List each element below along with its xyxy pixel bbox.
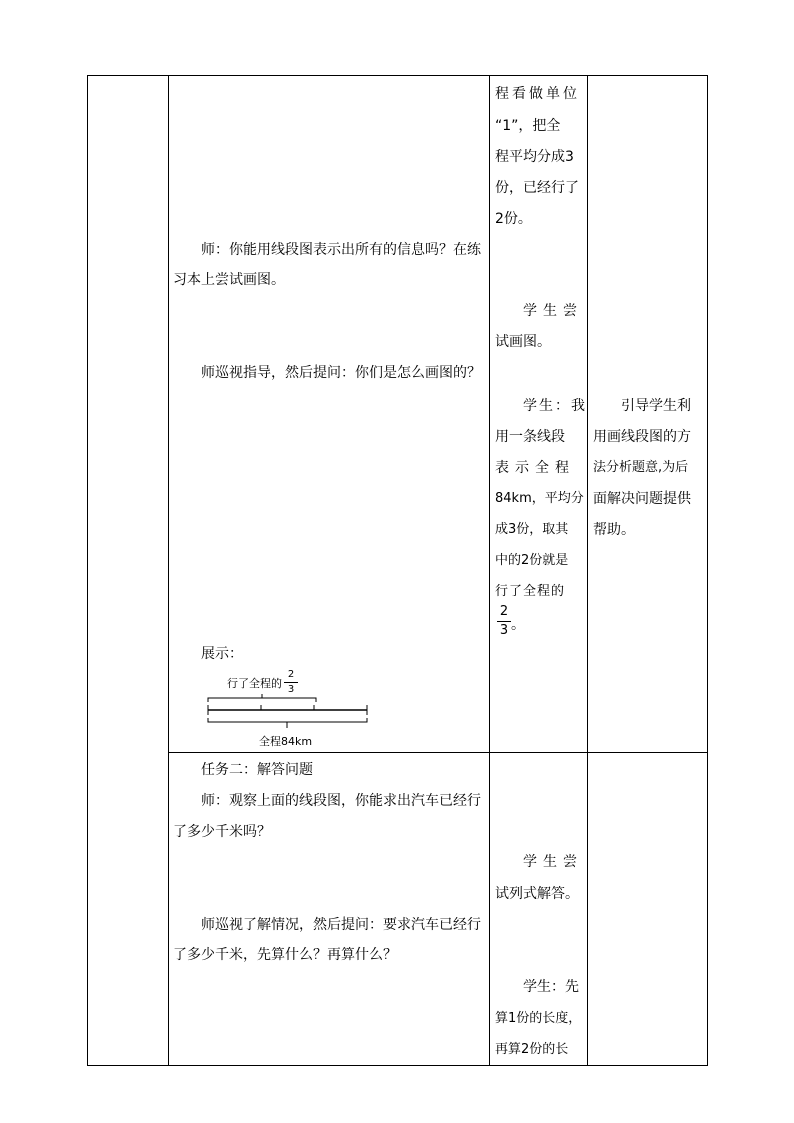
teacher-question-2-line-1: 师：观察上面的线段图，你能求出汽车已经行 bbox=[201, 793, 481, 809]
table-col-divider-2 bbox=[489, 75, 490, 1066]
diagram-top-label: 行了全程的 bbox=[227, 677, 282, 690]
student-text-5-line-2: 算1份的长度， bbox=[495, 1011, 582, 1026]
diagram-fraction-denominator: 3 bbox=[287, 684, 295, 695]
student-text-2-line-2: 试画图。 bbox=[495, 334, 551, 350]
student-text-3-line-1: 学生：我 bbox=[523, 398, 587, 414]
student-fraction-bar bbox=[497, 621, 511, 622]
top-brace bbox=[208, 698, 316, 702]
table-top-border bbox=[87, 75, 708, 76]
student-text-5-line-1: 学生：先 bbox=[523, 979, 579, 995]
teacher-guidance: 师巡视指导，然后提问：你们是怎么画图的？ bbox=[201, 365, 481, 381]
student-text-3-end: 。 bbox=[511, 617, 525, 633]
diagram-bottom-label: 全程84km bbox=[259, 735, 313, 748]
student-text-4-line-1: 学生尝 bbox=[523, 854, 583, 870]
student-text-3-line-2: 用一条线段 bbox=[495, 429, 565, 445]
table-bottom-border bbox=[87, 1065, 708, 1066]
design-note-line-2: 用画线段图的方 bbox=[593, 429, 691, 445]
student-text-3-line-4: 84km，平均分 bbox=[495, 491, 584, 506]
design-note-line-5: 帮助。 bbox=[593, 522, 635, 538]
table-col-divider-3 bbox=[587, 75, 588, 1066]
teacher-question-3-line-1: 师巡视了解情况，然后提问：要求汽车已经行 bbox=[201, 917, 481, 933]
table-left-border bbox=[87, 75, 88, 1066]
show-label: 展示： bbox=[201, 646, 243, 662]
student-text-5-line-3: 再算2份的长 bbox=[495, 1042, 569, 1057]
student-text-1-line-3: 程平均分成3 bbox=[495, 149, 574, 165]
student-fraction-denominator: 3 bbox=[499, 623, 509, 638]
teacher-question-line-2: 习本上尝试画图。 bbox=[173, 272, 285, 288]
teacher-question-3-line-2: 了多少千米，先算什么？再算什么？ bbox=[173, 947, 397, 963]
student-text-1-line-2: “1”，把全 bbox=[495, 118, 561, 134]
diagram-fraction-numerator: 2 bbox=[287, 669, 295, 680]
table-row-divider bbox=[168, 752, 708, 753]
student-fraction bbox=[497, 605, 511, 638]
teacher-question-line-1: 师：你能用线段图表示出所有的信息吗？在练 bbox=[201, 242, 481, 258]
student-text-1-line-4: 份，已经行了 bbox=[495, 180, 579, 196]
student-text-1-line-5: 2份。 bbox=[495, 211, 532, 227]
student-text-3-line-3: 表示全程 bbox=[495, 460, 575, 476]
student-text-3-line-5: 成3份，取其 bbox=[495, 522, 569, 537]
task-two-heading: 任务二：解答问题 bbox=[201, 762, 313, 778]
student-text-1-line-1: 程看做单位 bbox=[495, 86, 580, 102]
table-col-divider-1 bbox=[168, 75, 169, 1066]
design-note-line-3: 法分析题意,为后 bbox=[593, 460, 689, 475]
bottom-brace bbox=[208, 718, 367, 722]
design-note-line-4: 面解决问题提供 bbox=[593, 491, 691, 507]
diagram-fraction-bar bbox=[284, 682, 298, 683]
student-text-2-line-1: 学生尝 bbox=[523, 303, 583, 319]
student-fraction-numerator: 2 bbox=[499, 604, 509, 619]
student-text-4-line-2: 试列式解答。 bbox=[495, 886, 579, 902]
teacher-question-2-line-2: 了多少千米吗？ bbox=[173, 824, 271, 840]
table-right-border bbox=[707, 75, 708, 1066]
student-text-3-line-6: 中的2份就是 bbox=[495, 553, 569, 568]
design-note-line-1: 引导学生利 bbox=[621, 398, 691, 414]
student-text-3-line-7: 行了全程的 bbox=[495, 584, 566, 599]
